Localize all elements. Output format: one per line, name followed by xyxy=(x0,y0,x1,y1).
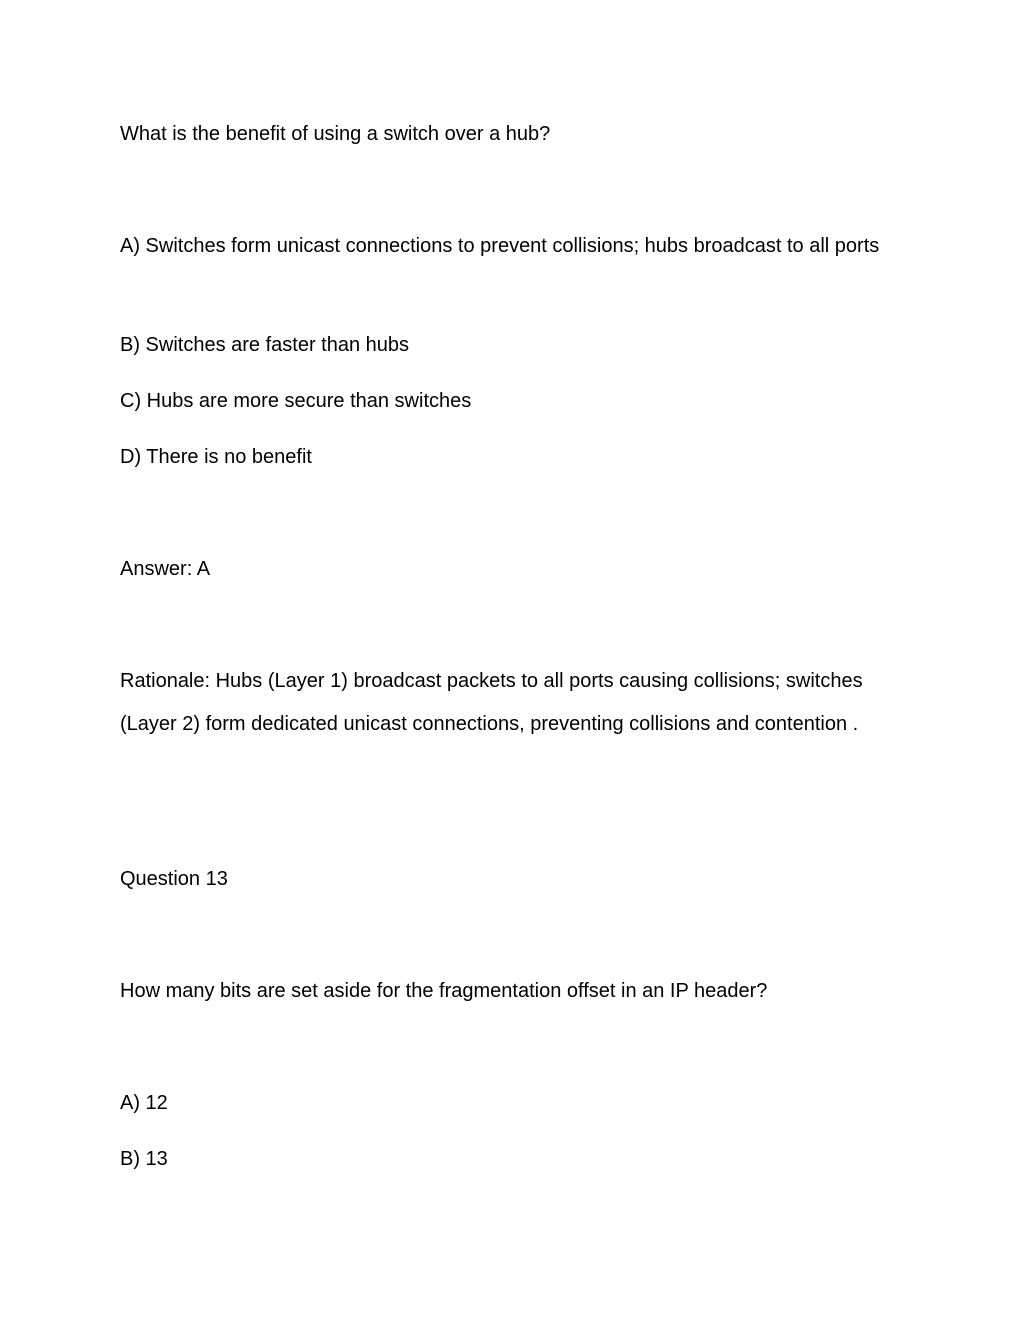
question-12-option-d: D) There is no benefit xyxy=(120,446,312,468)
question-13-option-a: A) 12 xyxy=(120,1092,168,1114)
question-13-option-b: B) 13 xyxy=(120,1148,168,1170)
question-13-heading: Question 13 xyxy=(120,868,228,890)
question-12-option-a: A) Switches form unicast connections to prevent collisions; hubs broadcast to all ports xyxy=(120,235,880,257)
question-13-text: How many bits are set aside for the fragmentation offset in an IP header? xyxy=(120,980,768,1002)
question-12-option-b: B) Switches are faster than hubs xyxy=(120,334,410,356)
question-12-text: What is the benefit of using a switch over a hub? xyxy=(120,123,551,145)
question-12-rationale: Rationale: Hubs (Layer 1) broadcast packets to all ports causing collisions; switches (Layer 2) form dedicated unicast connections, preventing collisions and contention . xyxy=(120,670,863,735)
question-12-option-c: C) Hubs are more secure than switches xyxy=(120,390,472,412)
question-12-answer: Answer: A xyxy=(120,558,211,580)
